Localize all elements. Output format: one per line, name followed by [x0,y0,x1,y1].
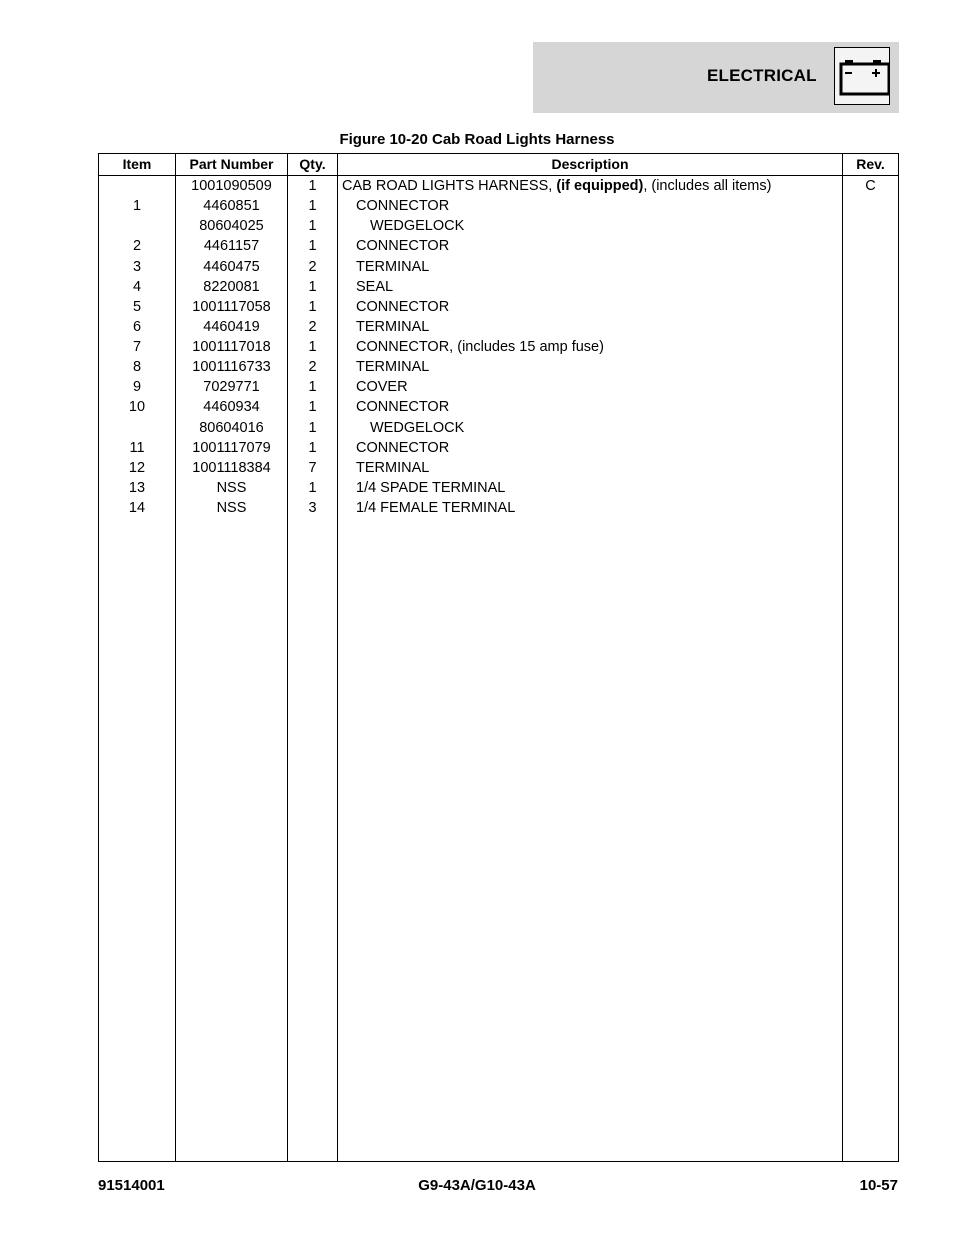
qty-cell: 2 [308,258,317,275]
qty-cell: 2 [308,318,317,335]
item-cell: 4 [132,278,142,295]
item-cell: 12 [128,459,146,476]
part-number-cell: 80604016 [199,419,264,436]
table-row [99,498,898,518]
table-row [99,377,898,397]
description-text: TERMINAL [356,258,430,275]
battery-icon [834,47,890,105]
item-cell: 13 [128,479,146,496]
description-text: WEDGELOCK [370,218,465,235]
description-cell [342,176,842,196]
qty-cell: 1 [308,198,317,215]
qty-cell: 2 [308,359,317,376]
description-emphasis: (if equipped) [556,178,644,194]
description-cell [342,317,856,337]
description-text: TERMINAL [356,318,430,335]
item-cell: 3 [132,258,142,275]
part-number-cell: 7029771 [203,379,260,396]
table-row [99,357,898,377]
section-title: ELECTRICAL [707,66,817,85]
qty-cell: 1 [308,238,317,255]
table-row [99,196,898,216]
description-cell [342,337,856,357]
header-description: Description [551,156,629,172]
description-cell [342,277,856,297]
qty-cell: 7 [308,459,317,476]
table-row [99,478,898,498]
part-number-cell: 1001117079 [192,439,271,456]
description-cell [342,257,856,277]
table-row [99,277,898,297]
description-cell [342,498,856,518]
table-row [99,297,898,317]
item-cell: 7 [132,339,142,355]
header-qty: Qty. [299,156,326,172]
part-number-cell: 4460475 [203,258,260,275]
part-number-cell: 4460851 [203,198,260,215]
description-text: CONNECTOR [356,298,450,315]
description-text: CONNECTOR [356,198,450,215]
header-part-number: Part Number [189,156,274,172]
table-body [99,176,898,518]
footer-model: G9-43A/G10-43A [418,1177,536,1194]
description-cell [342,297,856,317]
part-number-cell: 4460419 [203,318,260,335]
qty-cell: 1 [308,379,317,396]
figure-title: Figure 10-20 Cab Road Lights Harness [339,131,615,148]
table-row [99,397,898,417]
description-text: 1/4 FEMALE TERMINAL [356,500,516,516]
description-cell [342,418,870,438]
description-text: WEDGELOCK [370,419,465,436]
qty-cell: 1 [308,479,317,496]
description-text: CONNECTOR [356,399,450,416]
table-row [99,257,898,277]
item-cell: 11 [129,439,145,456]
description-cell [342,438,856,458]
description-text: TERMINAL [356,359,430,376]
part-number-cell: 1001118384 [192,459,271,476]
part-number-cell: 1001090509 [191,178,272,194]
description-cell [342,458,856,478]
item-cell: 2 [132,238,142,255]
qty-cell: 1 [308,399,317,416]
footer-page-number: 10-57 [859,1177,898,1194]
header-item: Item [122,156,152,172]
part-number-cell: 80604025 [199,218,264,235]
part-number-cell: 1001117018 [192,339,271,355]
part-number-cell: 1001116733 [192,359,271,376]
description-cell [342,236,856,256]
footer-doc-number: 91514001 [98,1177,165,1194]
table-row [99,216,898,236]
table-row [99,458,898,478]
description-text: CONNECTOR, (includes 15 amp fuse) [356,339,604,355]
description-text: SEAL [356,278,394,295]
table-row [99,317,898,337]
item-cell: 6 [132,318,142,335]
description-cell [342,196,856,216]
qty-cell: 1 [308,339,317,355]
header-rev: Rev. [856,156,885,172]
qty-cell: 1 [308,178,317,194]
description-text: TERMINAL [356,459,430,476]
part-number-cell: 1001117058 [192,298,271,315]
parts-table [98,153,899,1162]
item-cell: 8 [132,359,142,376]
description-cell [342,377,856,397]
part-number-cell: 8220081 [203,278,260,295]
qty-cell: 1 [308,218,317,235]
item-cell: 5 [132,298,142,315]
item-cell: 1 [132,198,142,215]
part-number-cell: 4461157 [203,238,260,255]
part-number-cell: NSS [216,500,247,516]
description-cell [342,478,856,498]
description-text: 1/4 SPADE TERMINAL [356,479,506,496]
table-row [99,236,898,256]
part-number-cell: 4460934 [203,399,260,416]
qty-cell: 1 [308,439,317,456]
item-cell: 9 [132,379,142,396]
table-row [99,438,898,458]
qty-cell: 1 [308,419,317,436]
description-text: CAB ROAD LIGHTS HARNESS, [342,178,557,194]
table-row [99,337,898,357]
description-cell [342,216,870,236]
description-text-suffix: , (includes all items) [643,178,772,194]
rev-cell: C [865,178,876,194]
item-cell: 10 [128,399,146,416]
item-cell: 14 [128,500,146,516]
qty-cell: 1 [308,298,317,315]
qty-cell: 3 [308,500,317,516]
part-number-cell: NSS [216,479,247,496]
description-cell [342,397,856,417]
description-cell [342,357,856,377]
description-text: COVER [356,379,408,396]
qty-cell: 1 [308,278,317,295]
description-text: CONNECTOR [356,238,450,255]
table-row [99,176,898,196]
table-row [99,418,898,438]
description-text: CONNECTOR [356,439,450,456]
